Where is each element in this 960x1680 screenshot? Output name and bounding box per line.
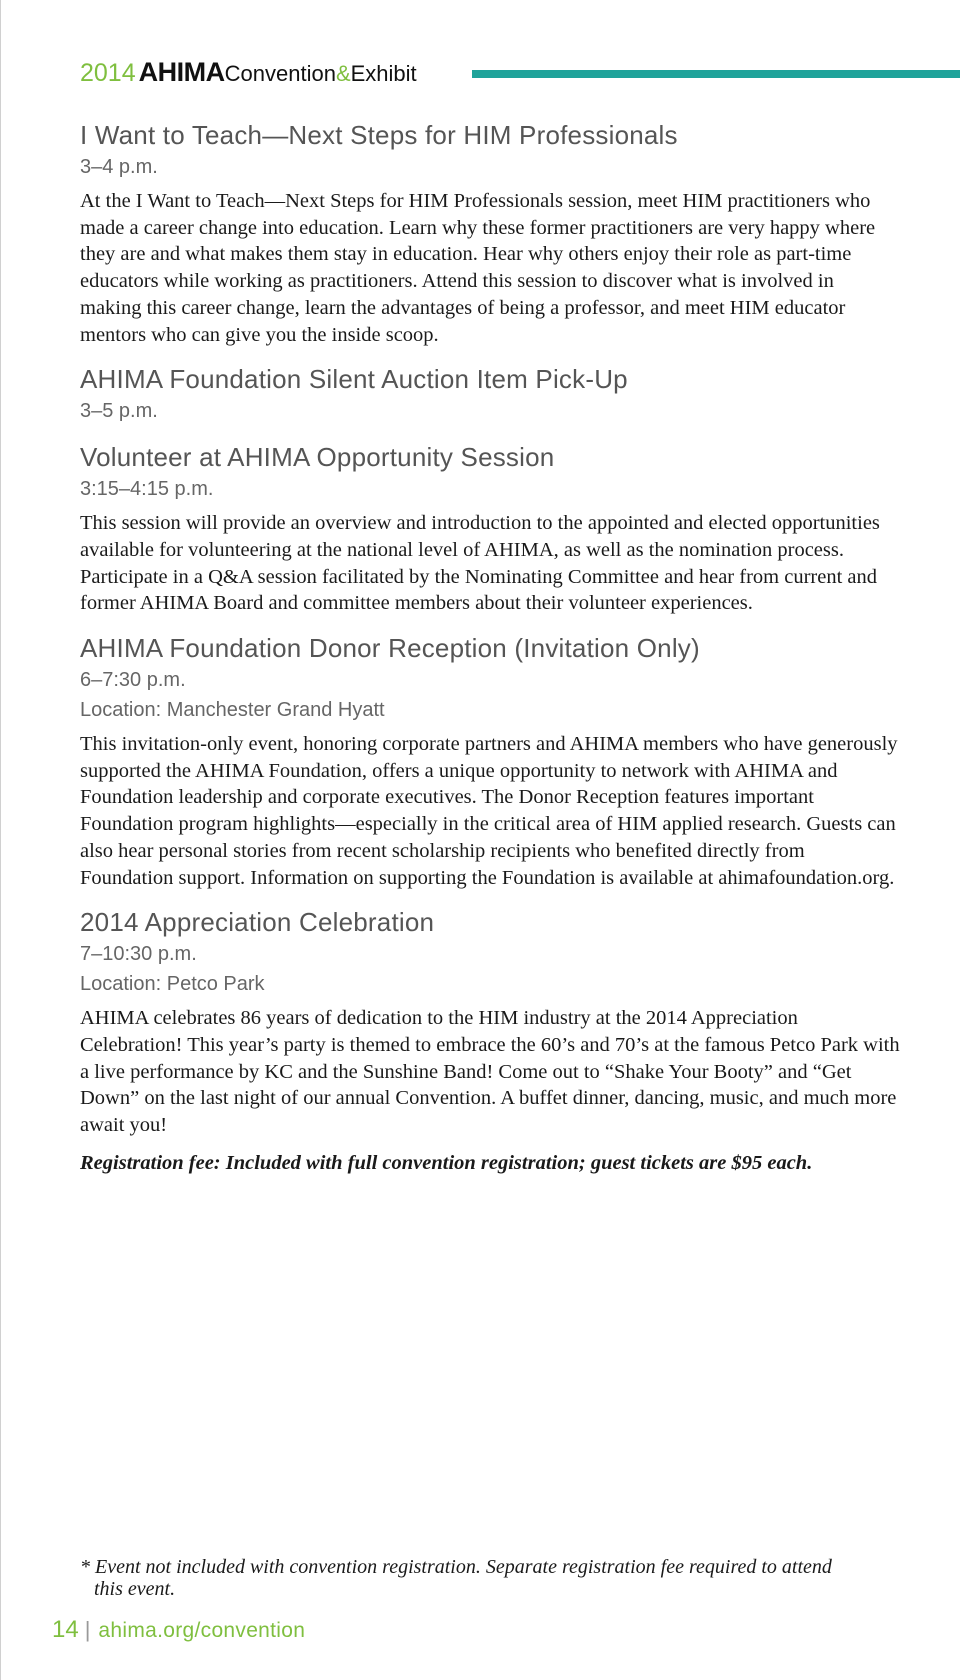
event-time: 3–4 p.m. [80, 156, 158, 178]
event-title: I Want to Teach—Next Steps for HIM Professionals [80, 120, 678, 150]
event-time: 6–7:30 p.m. [80, 669, 186, 692]
footer-url: ahima.org/convention [98, 1619, 306, 1642]
page-border [0, 0, 1, 1680]
event-item [80, 118, 900, 348]
brand-ahima: AHIMA [138, 57, 225, 87]
event-description: AHIMA celebrates 86 years of dedication to the HIM industry at the 2014 Appreciation Celebration! This year’s party is themed to embrace the 60’s and 70’s at the famous Petco Park with a live performance by KC and the Sunshine Band! Come out to “Shake Your Booty” and “Get Down” on the last night of our annual Convention. A buffet dinner, dancing, music, and much more await you! [80, 1007, 900, 1137]
brand-exhibit: Exhibit [350, 61, 417, 86]
event-title: AHIMA Foundation Donor Reception (Invitation Only) [80, 633, 700, 664]
footnote: * Event not included with convention registration. Separate registration fee required to attend this event. [80, 1556, 832, 1600]
event-item [80, 905, 900, 1177]
event-title: 2014 Appreciation Celebration [80, 907, 435, 938]
page-footer [52, 1616, 305, 1644]
event-item [80, 362, 900, 426]
event-item [80, 631, 900, 891]
event-title: AHIMA Foundation Silent Auction Item Pick-Up [80, 364, 628, 395]
event-location: Location: Manchester Grand Hyatt [80, 699, 385, 722]
event-time: 3:15–4:15 p.m. [80, 478, 214, 501]
event-title: Volunteer at AHIMA Opportunity Session [80, 442, 555, 473]
event-description: At the I Want to Teach—Next Steps for HIM Professionals session, meet HIM practitioners who made a career change into education. Learn why these former practitioners are very happy where they are and what makes them stay in education. Hear why others enjoy their role as part-time educators while working as practitioners. Attend this session to discover what is involved in making this career change, learn the advantages of being a professor, and meet HIM educator mentors who can give you the inside scoop. [80, 190, 876, 346]
page-header [80, 54, 960, 90]
brand-convention: Convention [224, 61, 336, 86]
event-description: This session will provide an overview and introduction to the appointed and elected opportunities available for volunteering at the national level of AHIMA, as well as the nomination process. Participate in a Q&A session facilitated by the Nominating Committee and hear from current and former AHIMA Board and committee members about their volunteer experiences. [80, 512, 880, 615]
event-location: Location: Petco Park [80, 973, 265, 996]
page-number: 14 [52, 1616, 79, 1643]
footer-separator: | [84, 1617, 91, 1642]
event-list [80, 118, 900, 1187]
brand-year: 2014 [80, 59, 136, 87]
event-item [80, 440, 900, 617]
event-description: This invitation-only event, honoring corporate partners and AHIMA members who have generously supported the AHIMA Foundation, offers a unique opportunity to network with AHIMA and Foundation leadership and corporate executives. The Donor Reception features important Foundation program highlights—especially in the critical area of HIM applied research. Guests can also hear personal stories from recent scholarship recipients who benefited directly from Foundation support. Information on supporting the Foundation is available at ahimafoundation.org. [80, 733, 898, 889]
event-time: 3–5 p.m. [80, 400, 158, 423]
event-time: 7–10:30 p.m. [80, 943, 197, 966]
convention-brand-logo [80, 54, 417, 95]
brand-ampersand: & [335, 61, 351, 86]
header-divider-bar [472, 70, 960, 78]
registration-fee-note: Registration fee: Included with full convention registration; guest tickets are $95 each. [80, 1151, 813, 1174]
